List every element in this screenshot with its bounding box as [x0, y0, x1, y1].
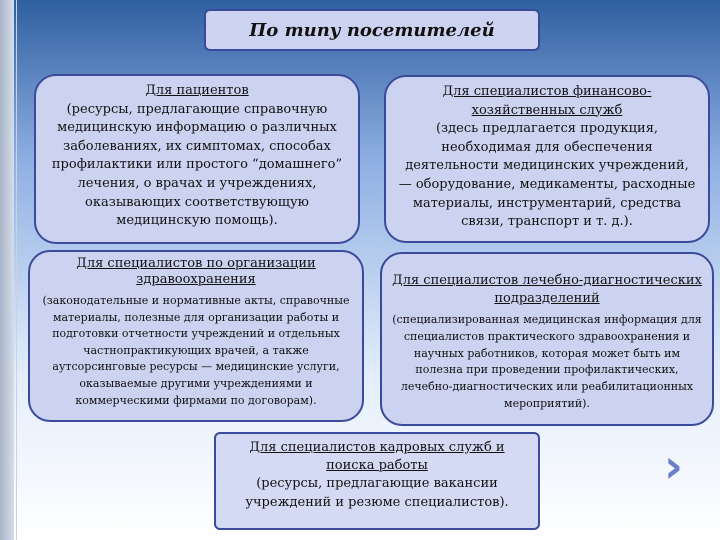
box-finance-text: (здесь предлагается продукция, необходимая для обеспечения деятельности медицинских учреждений, — оборудование, медикаменты, расходные материалы, инструментарий, средства связи, транспорт и т. д.).	[398, 121, 696, 230]
box-diagnostic-text: (специализированная медицинская информация для специалистов практического здравоохранения и научных работников, которая может быть им полезна при проведении профилактических, лечебно-диагностических или реабилитационных мероприятий).	[392, 313, 702, 410]
box-diagnostic-heading: Для специалистов лечебно-диагностических подразделений	[392, 273, 702, 306]
box-patients-heading: Для пациентов	[145, 83, 249, 98]
box-finance	[384, 75, 710, 243]
box-health-organization	[28, 250, 364, 422]
box-finance-heading: Для специалистов финансово-хозяйственных служб	[442, 84, 652, 118]
box-health-organization-text: (законодательные и нормативные акты, справочные материалы, полезные для организации работы и подготовки отчетности учреждений и отдельных частнопрактикующих врачей, а также аутсорсинговые ресурсы — медицинские услуги, оказываемые другими учреждениями и коммерческими фирмами по договорам).	[42, 294, 350, 407]
diagram-title-text: По типу посетителей	[249, 19, 495, 41]
box-hr-heading: Для специалистов кадровых служб и поиска работы	[249, 440, 505, 474]
box-hr	[214, 432, 540, 530]
box-health-organization-heading: Для специалистов по организации здравоохранения	[76, 256, 316, 287]
box-patients-text: (ресурсы, предлагающие справочную медицинскую информацию о различных заболеваниях, их симптомах, способах профилактики или простого “домашнего” лечения, о врачах и учреждениях, оказывающих соответствующую медицинскую помощь).	[51, 101, 343, 229]
chevron-right-icon[interactable]: ›	[664, 439, 683, 493]
diagram-title	[204, 9, 540, 51]
box-hr-text: (ресурсы, предлагающие вакансии учреждений и резюме специалистов).	[245, 476, 509, 510]
left-decorative-strip	[0, 0, 14, 540]
box-diagnostic	[380, 252, 714, 426]
box-patients	[34, 74, 360, 244]
